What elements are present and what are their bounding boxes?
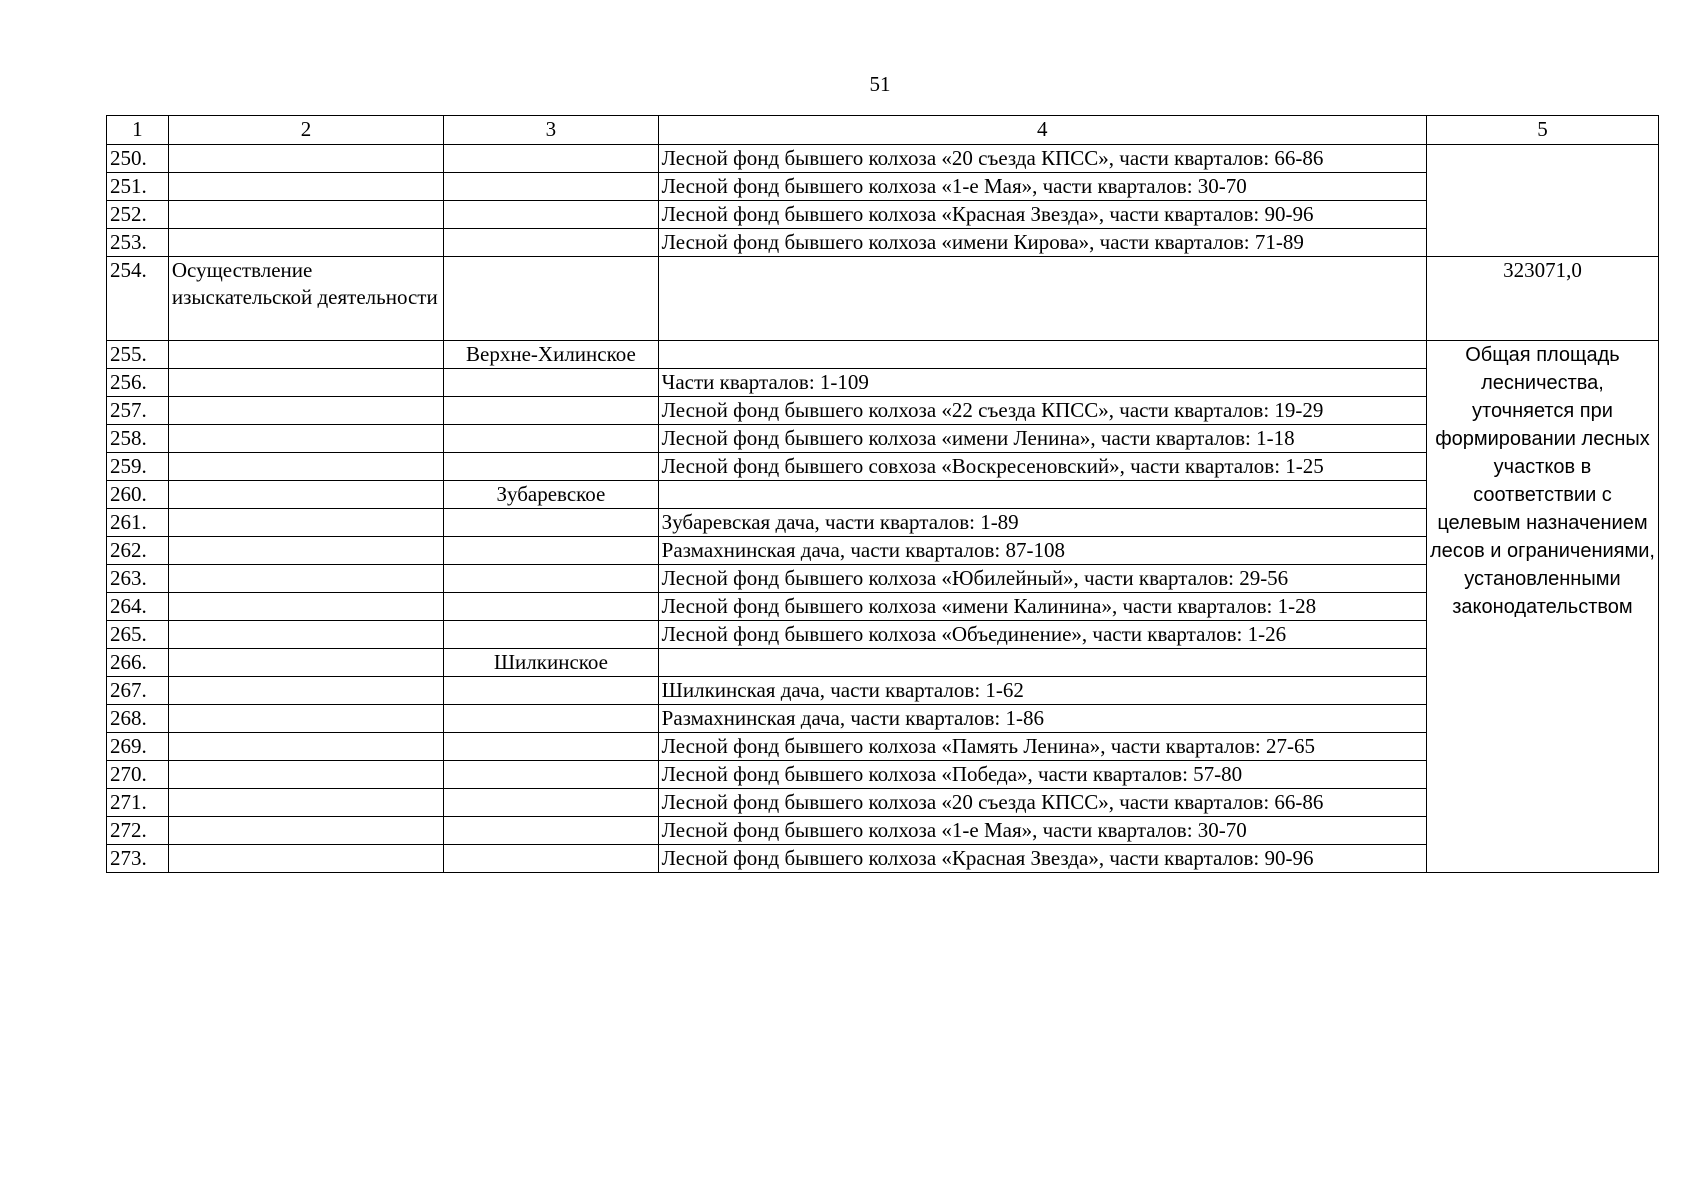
forestry-cell bbox=[444, 789, 658, 817]
row-number: 264. bbox=[107, 593, 169, 621]
table-row bbox=[107, 761, 1659, 789]
description-cell: Зубаревская дача, части кварталов: 1-89 bbox=[658, 509, 1426, 537]
activity-cell bbox=[168, 621, 443, 649]
forestry-cell bbox=[444, 537, 658, 565]
table-row bbox=[107, 537, 1659, 565]
table-row bbox=[107, 705, 1659, 733]
description-cell: Части кварталов: 1-109 bbox=[658, 369, 1426, 397]
forestry-cell bbox=[444, 229, 658, 257]
description-cell bbox=[658, 341, 1426, 369]
description-cell bbox=[658, 481, 1426, 509]
table-row bbox=[107, 649, 1659, 677]
table-row bbox=[107, 397, 1659, 425]
forestry-cell bbox=[444, 565, 658, 593]
header-col-3: 3 bbox=[444, 116, 658, 145]
row-number: 259. bbox=[107, 453, 169, 481]
forestry-cell bbox=[444, 845, 658, 873]
table-row bbox=[107, 369, 1659, 397]
activity-cell bbox=[168, 397, 443, 425]
row-number: 262. bbox=[107, 537, 169, 565]
row-number: 255. bbox=[107, 341, 169, 369]
row-number: 261. bbox=[107, 509, 169, 537]
forestry-cell bbox=[444, 397, 658, 425]
description-cell: Размахнинская дача, части кварталов: 1-86 bbox=[658, 705, 1426, 733]
table-row bbox=[107, 789, 1659, 817]
forestry-cell: Верхне-Хилинское bbox=[444, 341, 658, 369]
forestry-cell bbox=[444, 509, 658, 537]
row-number: 269. bbox=[107, 733, 169, 761]
activity-cell bbox=[168, 789, 443, 817]
activity-cell bbox=[168, 565, 443, 593]
description-cell: Лесной фонд бывшего колхоза «Память Ленина», части кварталов: 27-65 bbox=[658, 733, 1426, 761]
forestry-cell bbox=[444, 705, 658, 733]
activity-cell bbox=[168, 733, 443, 761]
description-cell: Шилкинская дача, части кварталов: 1-62 bbox=[658, 677, 1426, 705]
activity-cell bbox=[168, 593, 443, 621]
total-area-cell: 323071,0 bbox=[1426, 257, 1658, 341]
table-row bbox=[107, 341, 1659, 369]
activity-cell bbox=[168, 341, 443, 369]
activity-cell bbox=[168, 229, 443, 257]
activity-cell bbox=[168, 677, 443, 705]
activity-cell bbox=[168, 537, 443, 565]
row-number: 273. bbox=[107, 845, 169, 873]
table-row bbox=[107, 481, 1659, 509]
row-number: 250. bbox=[107, 145, 169, 173]
activity-cell bbox=[168, 845, 443, 873]
row-number: 258. bbox=[107, 425, 169, 453]
forestry-cell: Шилкинское bbox=[444, 649, 658, 677]
forestry-cell bbox=[444, 257, 658, 341]
forestry-cell bbox=[444, 369, 658, 397]
description-cell: Лесной фонд бывшего колхоза «Объединение», части кварталов: 1-26 bbox=[658, 621, 1426, 649]
table-row bbox=[107, 145, 1659, 173]
row-number: 271. bbox=[107, 789, 169, 817]
area-cell-empty bbox=[1426, 145, 1658, 257]
forestry-cell bbox=[444, 145, 658, 173]
description-cell: Размахнинская дача, части кварталов: 87-108 bbox=[658, 537, 1426, 565]
description-cell: Лесной фонд бывшего колхоза «Юбилейный», части кварталов: 29-56 bbox=[658, 565, 1426, 593]
row-number: 260. bbox=[107, 481, 169, 509]
header-col-2: 2 bbox=[168, 116, 443, 145]
activity-cell bbox=[168, 173, 443, 201]
activity-cell: Осуществление изыскательской деятельности bbox=[168, 257, 443, 341]
activity-cell bbox=[168, 425, 443, 453]
forestry-cell bbox=[444, 593, 658, 621]
row-number: 268. bbox=[107, 705, 169, 733]
forestry-cell bbox=[444, 733, 658, 761]
header-col-5: 5 bbox=[1426, 116, 1658, 145]
row-number: 266. bbox=[107, 649, 169, 677]
activity-cell bbox=[168, 453, 443, 481]
forestry-cell bbox=[444, 425, 658, 453]
forestry-table bbox=[106, 115, 1659, 873]
forestry-cell bbox=[444, 817, 658, 845]
row-number: 267. bbox=[107, 677, 169, 705]
header-col-1: 1 bbox=[107, 116, 169, 145]
table-row bbox=[107, 229, 1659, 257]
activity-cell bbox=[168, 509, 443, 537]
table-row bbox=[107, 593, 1659, 621]
row-number: 263. bbox=[107, 565, 169, 593]
activity-cell bbox=[168, 201, 443, 229]
table-row bbox=[107, 565, 1659, 593]
table-row bbox=[107, 733, 1659, 761]
row-number: 272. bbox=[107, 817, 169, 845]
forestry-cell bbox=[444, 621, 658, 649]
forestry-cell bbox=[444, 173, 658, 201]
row-number: 270. bbox=[107, 761, 169, 789]
description-cell: Лесной фонд бывшего колхоза «Красная Звезда», части кварталов: 90-96 bbox=[658, 201, 1426, 229]
description-cell bbox=[658, 257, 1426, 341]
area-note-cell: Общая площадь лесничества, уточняется при формировании лесных участков в соответствии с целевым назначением лесов и ограничениями, установленными законодательством bbox=[1426, 341, 1658, 873]
description-cell bbox=[658, 649, 1426, 677]
description-cell: Лесной фонд бывшего колхоза «20 съезда КПСС», части кварталов: 66-86 bbox=[658, 789, 1426, 817]
description-cell: Лесной фонд бывшего колхоза «имени Ленина», части кварталов: 1-18 bbox=[658, 425, 1426, 453]
activity-cell bbox=[168, 817, 443, 845]
activity-cell bbox=[168, 369, 443, 397]
description-cell: Лесной фонд бывшего колхоза «20 съезда КПСС», части кварталов: 66-86 bbox=[658, 145, 1426, 173]
description-cell: Лесной фонд бывшего совхоза «Воскресеновский», части кварталов: 1-25 bbox=[658, 453, 1426, 481]
activity-cell bbox=[168, 761, 443, 789]
header-row bbox=[107, 116, 1659, 145]
forestry-cell bbox=[444, 201, 658, 229]
table-row bbox=[107, 425, 1659, 453]
page-number: 51 bbox=[869, 72, 891, 96]
description-cell: Лесной фонд бывшего колхоза «1-е Мая», части кварталов: 30-70 bbox=[658, 817, 1426, 845]
table-row bbox=[107, 453, 1659, 481]
table-row bbox=[107, 509, 1659, 537]
table-row bbox=[107, 201, 1659, 229]
description-cell: Лесной фонд бывшего колхоза «1-е Мая», части кварталов: 30-70 bbox=[658, 173, 1426, 201]
forestry-cell bbox=[444, 761, 658, 789]
forestry-cell bbox=[444, 677, 658, 705]
description-cell: Лесной фонд бывшего колхоза «имени Кирова», части кварталов: 71-89 bbox=[658, 229, 1426, 257]
table-row bbox=[107, 845, 1659, 873]
row-number: 252. bbox=[107, 201, 169, 229]
activity-cell bbox=[168, 481, 443, 509]
table-row bbox=[107, 817, 1659, 845]
forestry-cell: Зубаревское bbox=[444, 481, 658, 509]
table-row bbox=[107, 257, 1659, 341]
activity-cell bbox=[168, 649, 443, 677]
header-col-4: 4 bbox=[658, 116, 1426, 145]
row-number: 253. bbox=[107, 229, 169, 257]
activity-cell bbox=[168, 705, 443, 733]
forestry-cell bbox=[444, 453, 658, 481]
row-number: 265. bbox=[107, 621, 169, 649]
row-number: 251. bbox=[107, 173, 169, 201]
table-row bbox=[107, 677, 1659, 705]
row-number: 256. bbox=[107, 369, 169, 397]
table-row bbox=[107, 173, 1659, 201]
description-cell: Лесной фонд бывшего колхоза «имени Калинина», части кварталов: 1-28 bbox=[658, 593, 1426, 621]
row-number: 257. bbox=[107, 397, 169, 425]
description-cell: Лесной фонд бывшего колхоза «Победа», части кварталов: 57-80 bbox=[658, 761, 1426, 789]
description-cell: Лесной фонд бывшего колхоза «22 съезда КПСС», части кварталов: 19-29 bbox=[658, 397, 1426, 425]
description-cell: Лесной фонд бывшего колхоза «Красная Звезда», части кварталов: 90-96 bbox=[658, 845, 1426, 873]
table-row bbox=[107, 621, 1659, 649]
activity-cell bbox=[168, 145, 443, 173]
row-number: 254. bbox=[107, 257, 169, 341]
